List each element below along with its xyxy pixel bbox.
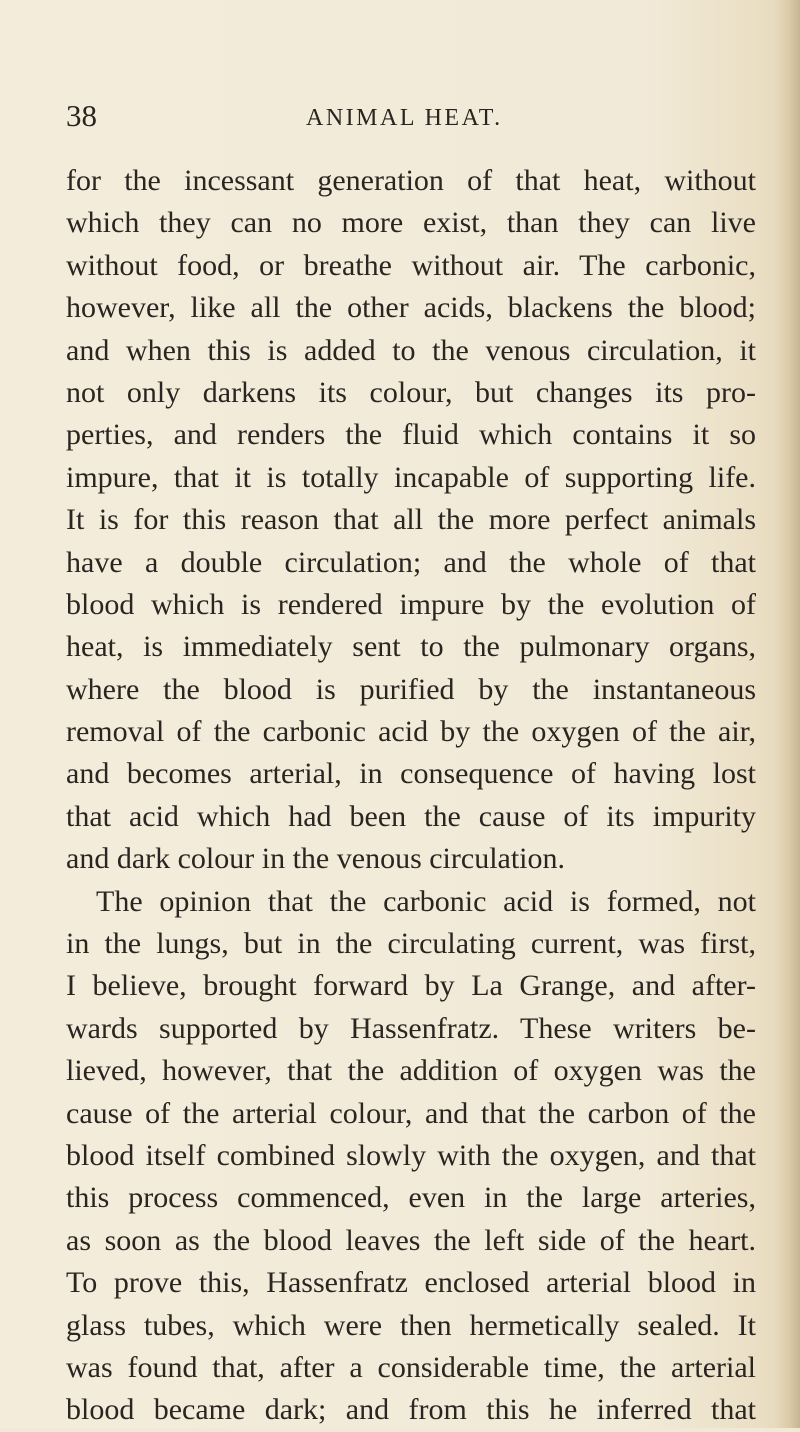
text-line: It is for this reason that all the more perfect animals — [66, 503, 756, 537]
text-line: To prove this, Hassenfratz enclosed arterial blood in — [66, 1266, 756, 1300]
text-line: impure, that it is totally incapable of supporting life. — [66, 460, 756, 494]
text-line: in the lungs, but in the circulating current, was first, — [66, 927, 756, 961]
text-line: glass tubes, which were then hermetically sealed. It — [66, 1308, 756, 1342]
page-header — [66, 96, 756, 136]
page-edge-shadow — [774, 0, 800, 1428]
text-line: which they can no more exist, than they can live — [66, 206, 756, 240]
text-line: perties, and renders the fluid which contains it so — [66, 418, 756, 452]
text-line: have a double circulation; and the whole of that — [66, 545, 756, 579]
text-line: where the blood is purified by the instantaneous — [66, 672, 756, 706]
text-line: wards supported by Hassenfratz. These writers be- — [66, 1011, 756, 1045]
text-line: not only darkens its colour, but changes its pro- — [66, 375, 756, 409]
text-line: without food, or breathe without air. The carbonic, — [66, 248, 756, 282]
text-line: that acid which had been the cause of its impurity — [66, 799, 756, 833]
text-line: as soon as the blood leaves the left side of the heart. — [66, 1223, 756, 1257]
text-line: lieved, however, that the addition of oxygen was the — [66, 1054, 756, 1088]
text-line: was found that, after a considerable time, the arterial — [66, 1350, 756, 1384]
page-number: 38 — [66, 98, 97, 133]
text-line: and becomes arterial, in consequence of having lost — [66, 757, 756, 791]
text-line: blood became dark; and from this he inferred that — [66, 1393, 756, 1427]
text-line: blood which is rendered impure by the evolution of — [66, 587, 756, 621]
body-text — [66, 160, 756, 1432]
text-line: blood itself combined slowly with the oxygen, and that — [66, 1138, 756, 1172]
text-line: however, like all the other acids, blackens the blood; — [66, 291, 756, 325]
running-title: ANIMAL HEAT. — [306, 105, 503, 131]
text-line: removal of the carbonic acid by the oxygen of the air, — [66, 715, 756, 749]
text-line: cause of the arterial colour, and that the carbon of the — [66, 1096, 756, 1130]
text-line: heat, is immediately sent to the pulmonary organs, — [66, 630, 756, 664]
paragraph-start-line: The opinion that the carbonic acid is formed, not — [96, 884, 756, 918]
text-line: this process commenced, even in the large arteries, — [66, 1181, 756, 1215]
paragraph-end-line: and dark colour in the venous circulation. — [66, 842, 566, 876]
text-line: for the incessant generation of that heat, without — [66, 164, 756, 197]
text-line: I believe, brought forward by La Grange, and after- — [66, 969, 756, 1003]
text-line: and when this is added to the venous circulation, it — [66, 333, 756, 367]
